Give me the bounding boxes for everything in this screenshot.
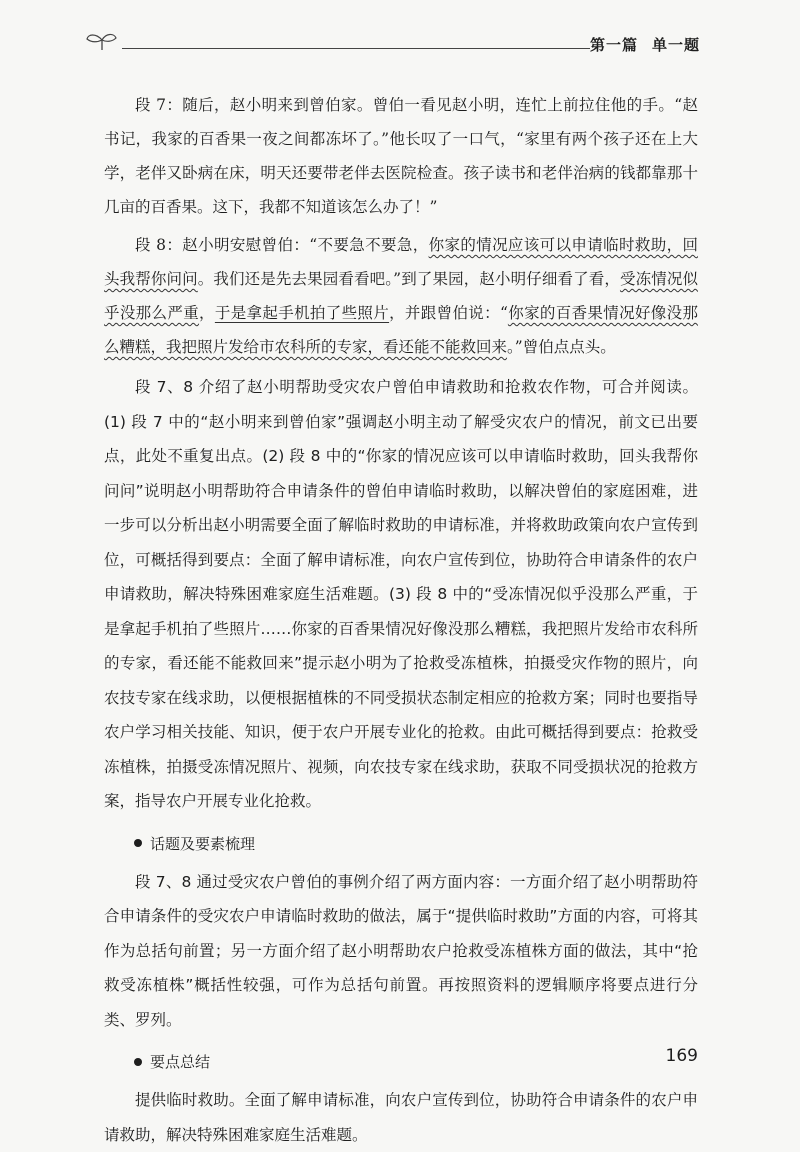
header-divider — [122, 48, 590, 49]
question-label: 单一题 — [651, 36, 700, 54]
bullet-icon — [134, 1058, 142, 1066]
para8-underline-3: 于是拿起手机拍了些照片 — [214, 304, 390, 322]
sprout-icon — [84, 31, 120, 51]
analysis-paragraph: 段 7、8 介绍了赵小明帮助受灾农户曾伯申请救助和抢救农作物，可合并阅读。(1) 段 7 中的“赵小明来到曾伯家”强调赵小明主动了解受灾农户的情况，前文已出要点，此处不重复出点。(2) 段 8 中的“你家的情况应该可以申请临时救助，回头我帮你问问”说明赵小明帮助符合申请条件的曾伯申请临时救助，以解决曾伯的家庭困难，进一步可以分析出赵小明需要全面了解临时救助的申请标准，并将救助政策向农户宣传到位，可概括得到要点：全面了解申请标准，向农户宣传到位，协助符合申请条件的农户申请救助，解决特殊困难家庭生活难题。(3) 段 8 中的“受冻情况似乎没那么严重，于是拿起手机拍了些照片……你家的百香果情况好像没那么糟糕，我把照片发给市农科所的专家，看还能不能救回来”提示赵小明为了抢救受冻植株，拍摄受灾作物的照片，向农技专家在线求助，以便根据植株的不同受损状态制定相应的抢救方案；同时也要指导农户学习相关技能、知识，便于农户开展专业化的抢救。由此可概括得到要点：抢救受冻植株，拍摄受冻情况照片、视频，向农技专家在线求助，获取不同受损状况的抢救方案，指导农户开展专业化抢救。 — [104, 378, 698, 810]
topic-paragraph: 段 7、8 通过受灾农户曾伯的事例介绍了两方面内容：一方面介绍了赵小明帮助符合申请条件的受灾农户申请临时救助的做法，属于“提供临时救助”方面的内容，可将其作为总括句前置；另一方面介绍了赵小明帮助农户抢救受冻植株方面的做法，其中“抢救受冻植株”概括性较强，可作为总括句前置。再按照资料的逻辑顺序将要点进行分类、罗列。 — [104, 872, 698, 1029]
para8-text-5: 。”曾伯点点头。 — [507, 338, 616, 356]
header-title — [590, 34, 700, 55]
section-label: 第一篇 — [589, 36, 638, 54]
para8-underline-4: 你家的百香果情况好像没那么糟糕，我把照片发给市农科所的专家，看还能不能救回来 — [104, 304, 698, 356]
para8-text-2: 。我们还是先去果园看看吧。”到了果园，赵小明仔细看了看， — [197, 270, 620, 288]
para8-underline-2: 受冻情况似乎没那么严重 — [104, 270, 698, 322]
material-paragraph-8 — [104, 228, 698, 364]
para8-text-3: ， — [199, 304, 215, 322]
para8-text-4: ，并跟曾伯说：“ — [389, 304, 508, 322]
summary-paragraph: 提供临时救助。全面了解申请标准，向农户宣传到位，协助符合申请条件的农户申请救助，解决特殊困难家庭生活难题。 — [104, 1091, 698, 1144]
para8-text-1: 段 8：赵小明安慰曾伯：“不要急不要急， — [135, 236, 429, 254]
summary-heading-label: 要点总结 — [150, 1053, 211, 1071]
summary-heading — [134, 1045, 698, 1079]
bullet-icon — [134, 839, 142, 847]
topic-heading-label: 话题及要素梳理 — [150, 834, 256, 853]
page-header — [80, 28, 700, 58]
page-content — [104, 88, 698, 1152]
page-number: 169 — [665, 1046, 698, 1066]
topic-heading — [134, 827, 698, 861]
para8-underline-1: 你家的情况应该可以申请临时救助，回头我帮你问问 — [104, 236, 698, 288]
material-paragraph-7: 段 7：随后，赵小明来到曾伯家。曾伯一看见赵小明，连忙上前拉住他的手。“赵书记，我家的百香果一夜之间都冻坏了。”他长叹了一口气，“家里有两个孩子还在上大学，老伴又卧病在床，明天还要带老伴去医院检查。孩子读书和老伴治病的钱都靠那十几亩的百香果。这下，我都不知道该怎么办了！” — [104, 96, 698, 216]
